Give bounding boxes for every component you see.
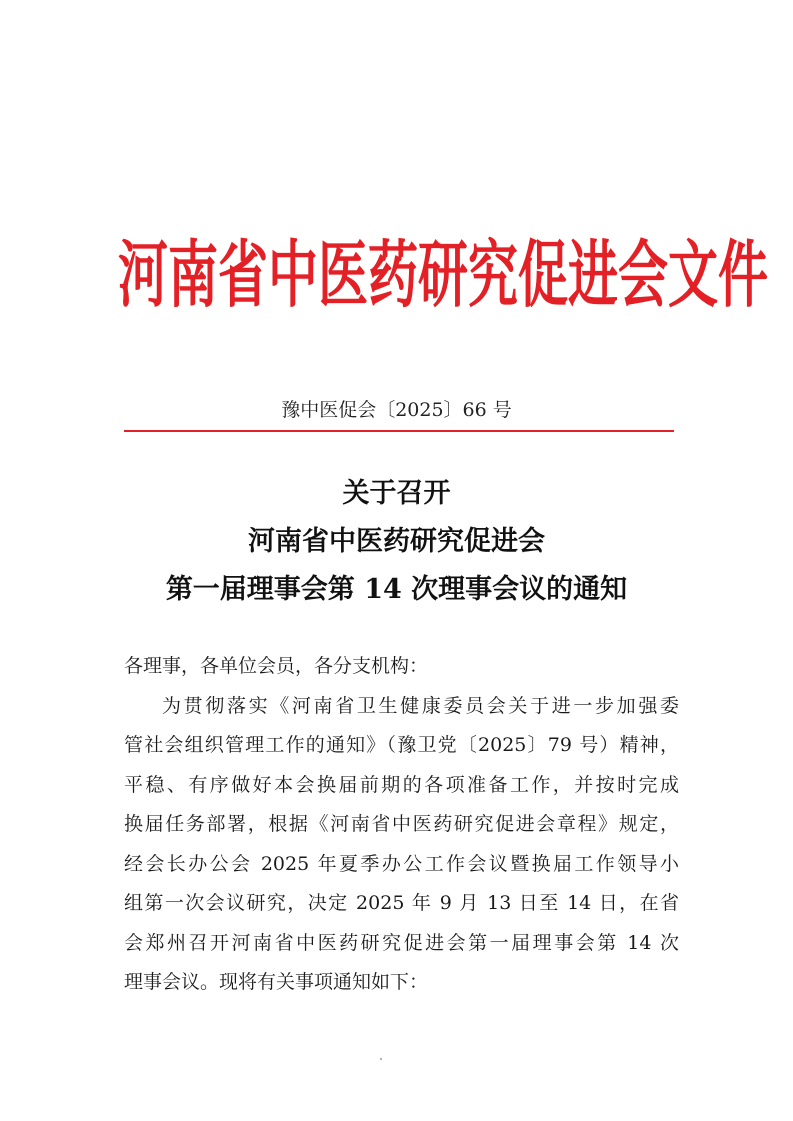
page-speck [380, 1058, 382, 1060]
title-line-1: 关于召开 [342, 478, 451, 509]
body-line: 为贯彻落实《河南省卫生健康委员会关于进一步加强委 [162, 694, 679, 717]
notice-title [0, 470, 793, 614]
body-line: 换届任务部署，根据《河南省中医药研究促进会章程》规定， [124, 813, 679, 835]
red-divider-line [124, 430, 674, 432]
body-line: 组第一次会议研究，决定 2025 年 9 月 13 日至 14 日，在省 [124, 892, 679, 914]
masthead-title: 河南省中医药研究促进会文件 [118, 232, 768, 318]
body-line: 平稳、有序做好本会换届前期的各项准备工作，并按时完成 [124, 773, 679, 796]
body-line: 管社会组织管理工作的通知》（豫卫党〔2025〕79 号）精神， [124, 734, 679, 756]
salutation: 各理事，各单位会员，各分支机构： [124, 655, 429, 677]
document-number: 豫中医促会〔2025〕66 号 [281, 399, 512, 421]
title-line-3: 第一届理事会第 14 次理事会议的通知 [165, 574, 628, 605]
body-line: 会郑州召开河南省中医药研究促进会第一届理事会第 14 次 [124, 931, 679, 954]
notice-body [124, 647, 679, 1003]
body-line: 经会长办公会 2025 年夏季办公工作会议暨换届工作领导小 [124, 852, 679, 875]
body-line: 理事会议。现将有关事项通知如下： [124, 971, 429, 993]
title-line-2: 河南省中医药研究促进会 [248, 526, 545, 557]
